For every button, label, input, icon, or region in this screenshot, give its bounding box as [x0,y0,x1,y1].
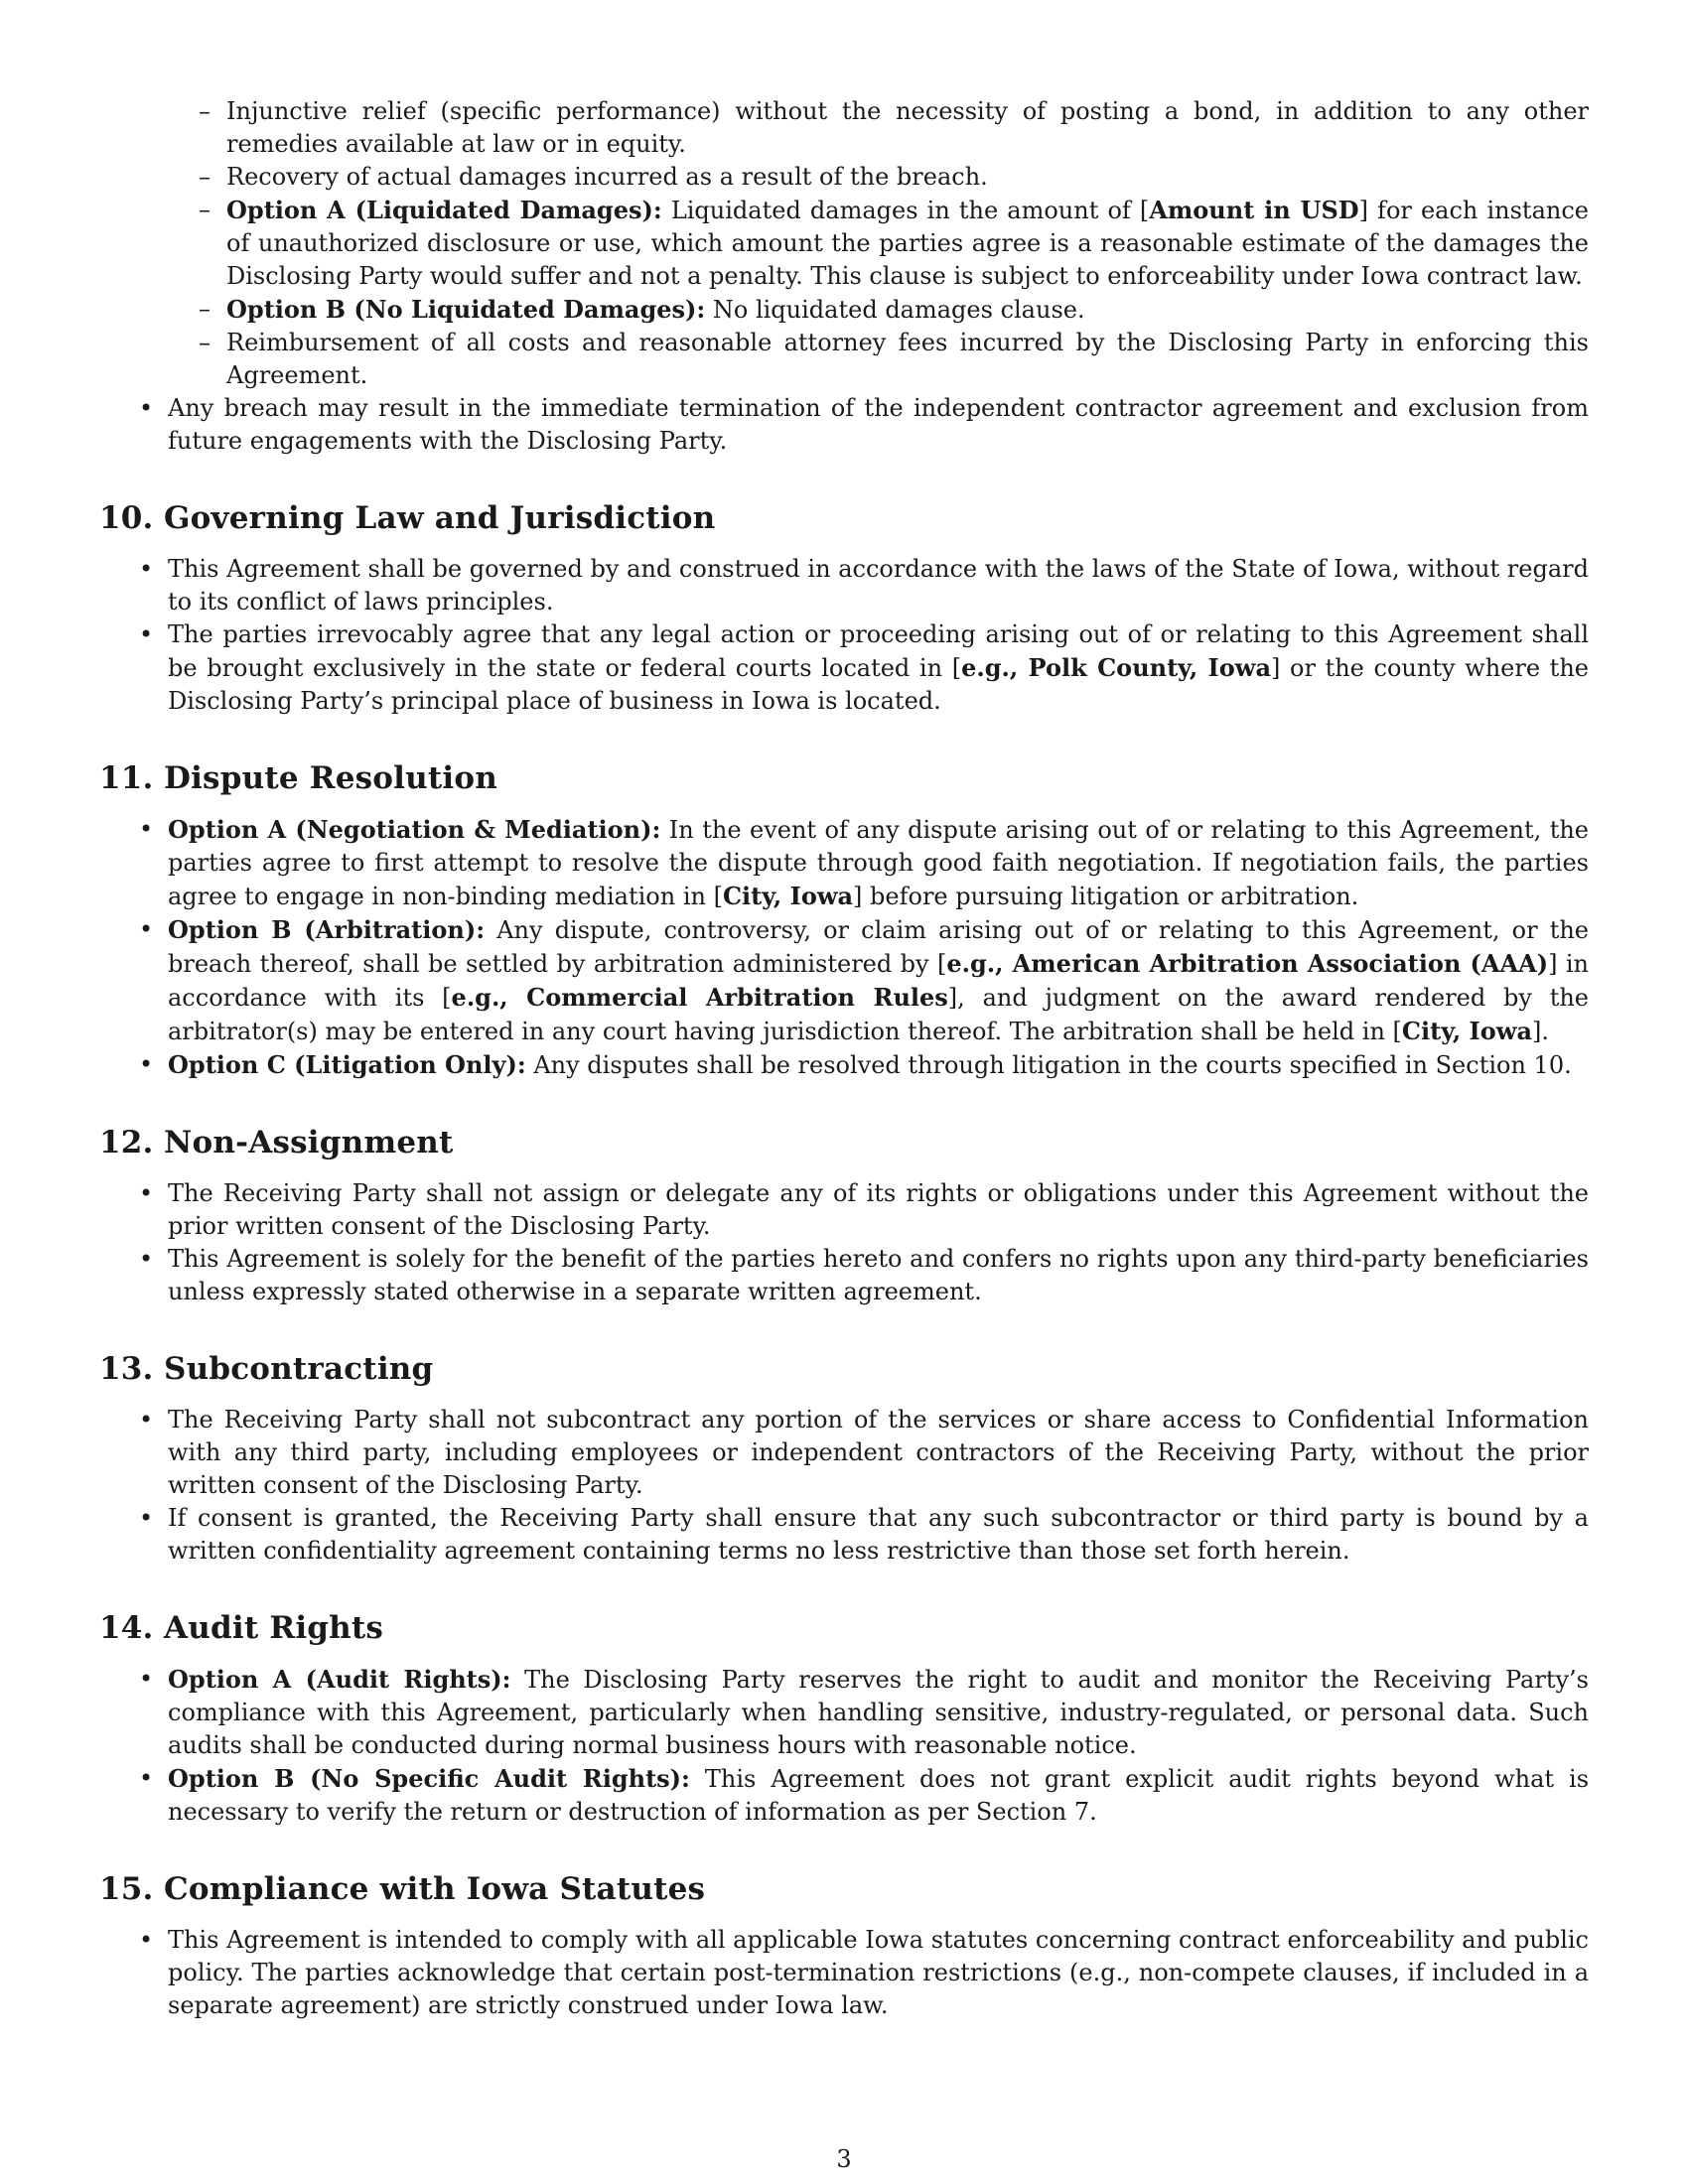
section-13-heading: 13. Subcontracting [99,1351,434,1387]
section-10-bullets [99,553,1589,718]
remedy-item-injunctive: – Injunctive relief (specific performance) without the necessity of posting a bond, in addition to any other remedies available at law or in equity. [99,95,1589,161]
list-item: • Option C (Litigation Only): Any disputes shall be resolved through litigation in the courts specified in Section 10. [99,1048,1589,1082]
section-13-bullets [99,1404,1589,1568]
section-15-bullets [99,1924,1589,2022]
section-14-heading: 14. Audit Rights [99,1610,384,1646]
list-item: • This Agreement shall be governed by and construed in accordance with the laws of the State of Iowa, without regard to its conflict of laws principles. [99,553,1589,618]
document-page [99,95,1589,2022]
list-item: • Option A (Negotiation & Mediation): In the event of any dispute arising out of or relating to this Agreement, the parties agree to first attempt to resolve the dispute through good faith negotiation. If negotiation fails, the parties agree to engage in non-binding mediation in [City, Iowa] before pursuing litigation or arbitration. [99,813,1589,913]
list-item: • Option A (Audit Rights): The Disclosing Party reserves the right to audit and monitor the Receiving Party’s compliance with this Agreement, particularly when handling sensitive, industry-regulated, or personal data. Such audits shall be conducted during normal business hours with reasonable notice. [99,1663,1589,1762]
section-9-bullets [99,392,1589,458]
section-11-heading: 11. Dispute Resolution [99,760,498,796]
list-item: • Option B (Arbitration): Any dispute, controversy, or claim arising out of or relating to this Agreement, or the breach thereof, shall be settled by arbitration administered by [e.g., American Arbitration Association (AAA)] in accordance with its [e.g., Commercial Arbitration Rules], and judgment on the award rendered by the arbitrator(s) may be entered in any court having jurisdiction thereof. The arbitration shall be held in [City, Iowa]. [99,913,1589,1048]
remedy-item-reimbursement: – Reimbursement of all costs and reasonable attorney fees incurred by the Disclosing Party in enforcing this Agreement. [99,327,1589,392]
remedy-item-actual-damages: – Recovery of actual damages incurred as a result of the breach. [99,161,1589,194]
list-item: • This Agreement is solely for the benefit of the parties hereto and confers no rights upon any third-party beneficiaries unless expressly stated otherwise in a separate written agreement. [99,1243,1589,1308]
section-12-bullets [99,1177,1589,1308]
section-12-heading: 12. Non-Assignment [99,1125,454,1160]
section-11-bullets [99,813,1589,1082]
remedy-item-option-b: – Option B (No Liquidated Damages): No liquidated damages clause. [99,293,1589,327]
remedy-item-option-a: – Option A (Liquidated Damages): Liquidated damages in the amount of [Amount in USD] for each instance of unauthorized disclosure or use, which amount the parties agree is a reasonable estimate of the damages the Disclosing Party would suffer and not a penalty. This clause is subject to enforceability under Iowa contract law. [99,194,1589,293]
section-10-heading: 10. Governing Law and Jurisdiction [99,500,716,536]
section-14-bullets [99,1663,1589,1829]
list-item: • The Receiving Party shall not subcontract any portion of the services or share access to Confidential Information with any third party, including employees or independent contractors of the Receiving Party, without the prior written consent of the Disclosing Party. [99,1404,1589,1502]
page-number: 3 [836,2145,852,2173]
remedies-sublist [99,95,1589,392]
section-15-heading: 15. Compliance with Iowa Statutes [99,1871,706,1907]
list-item: • This Agreement is intended to comply with all applicable Iowa statutes concerning contract enforceability and public policy. The parties acknowledge that certain post-termination restrictions (e.g., non-compete clauses, if included in a separate agreement) are strictly construed under Iowa law. [99,1924,1589,2022]
breach-termination-bullet: • Any breach may result in the immediate termination of the independent contractor agreement and exclusion from future engagements with the Disclosing Party. [99,392,1589,458]
section-9-continued [99,95,1589,458]
list-item: • The Receiving Party shall not assign or delegate any of its rights or obligations under this Agreement without the prior written consent of the Disclosing Party. [99,1177,1589,1243]
list-item: • The parties irrevocably agree that any legal action or proceeding arising out of or relating to this Agreement shall be brought exclusively in the state or federal courts located in [e.g., Polk County, Iowa] or the county where the Disclosing Party’s principal place of business in Iowa is located. [99,618,1589,718]
list-item: • If consent is granted, the Receiving Party shall ensure that any such subcontractor or third party is bound by a written confidentiality agreement containing terms no less restrictive than those set forth herein. [99,1502,1589,1568]
list-item: • Option B (No Specific Audit Rights): This Agreement does not grant explicit audit rights beyond what is necessary to verify the return or destruction of information as per Section 7. [99,1762,1589,1829]
